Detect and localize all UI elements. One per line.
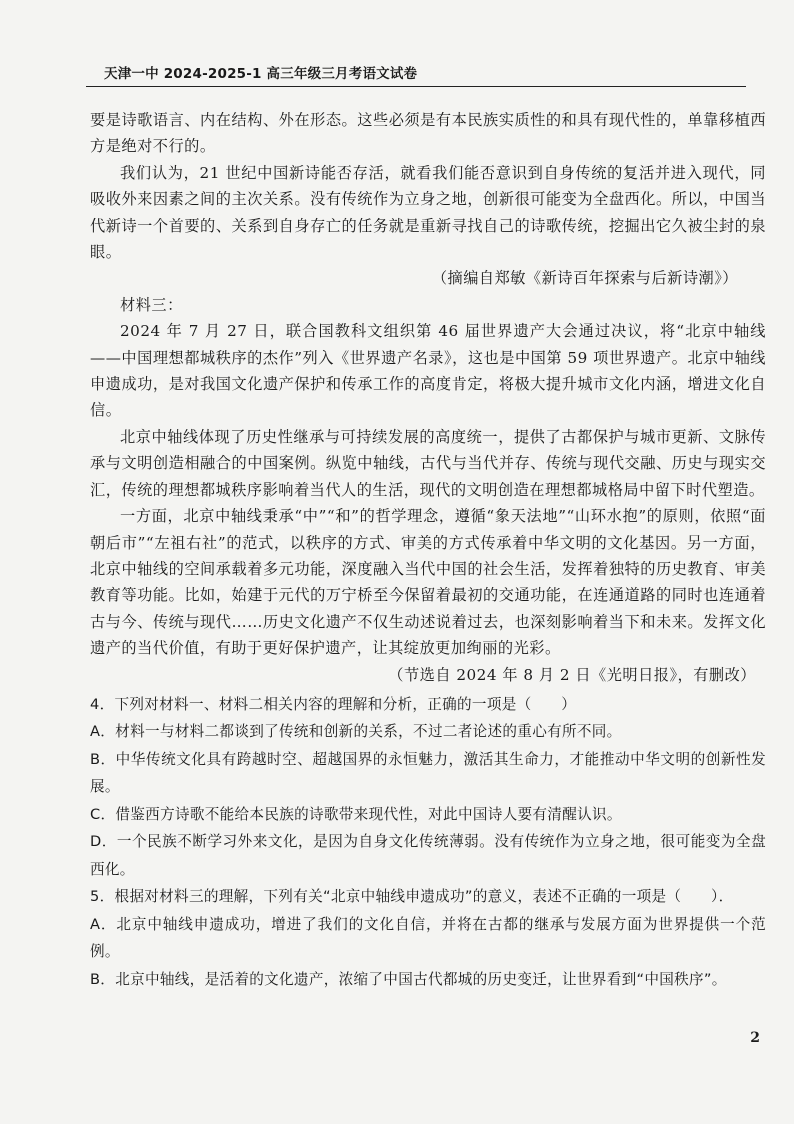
header-rule [86, 86, 746, 87]
question-4-option-d: D．一个民族不断学习外来文化，是因为自身文化传统薄弱。没有传统作为立身之地，很可能变为全盘西化。 [90, 833, 766, 878]
passage-source-2: （节选自 2024 年 8 月 2 日《光明日报》，有删改） [388, 665, 756, 684]
question-5-option-a: A．北京中轴线申遗成功，增进了我们的文化自信，并将在古都的继承与发展方面为世界提供一个范例。 [90, 915, 766, 961]
exam-header-title: 天津一中 2024-2025-1 高三年级三月考语文试卷 [104, 66, 418, 82]
page-number: 2 [750, 1030, 760, 1046]
question-4-option-a: A．材料一与材料二都谈到了传统和创新的关系，不过二者论述的重心有所不同。 [90, 723, 622, 741]
question-5-option-b: B．北京中轴线，是活着的文化遗产，浓缩了中国古代都城的历史变迁，让世界看到“中国秩序”。 [90, 970, 727, 988]
passage-paragraph-4: 北京中轴线体现了历史性继承与可持续发展的高度统一，提供了古都保护与城市更新、文脉传承与文明创造相融合的中国案例。纵览中轴线，古代与当代并存、传统与现代交融、历史与现实交汇，传统的理想都城秩序影响着当代人的生活，现代的文明创造在理想都城格局中留下时代塑造。 [90, 427, 766, 499]
page-content [90, 107, 766, 993]
passage-paragraph-3: 2024 年 7 月 27 日，联合国教科文组织第 46 届世界遗产大会通过决议，将“北京中轴线——中国理想都城秩序的杰作”列入《世界遗产名录》，这也是中国第 59 项世界遗产。北京中轴线申遗成功，是对我国文化遗产保护和传承工作的高度肯定，将极大提升城市文化内涵，增进文化自信。 [90, 322, 766, 420]
question-4-option-c: C．借鉴西方诗歌不能给本民族的诗歌带来现代性，对此中国诗人要有清醒认识。 [90, 805, 622, 823]
passage-paragraph-1: 要是诗歌语言、内在结构、外在形态。这些必须是有本民族实质性的和具有现代性的，单靠移植西方是绝对不行的。 [90, 111, 766, 156]
material-3-label: 材料三： [120, 295, 183, 314]
passage-paragraph-2: 我们认为，21 世纪中国新诗能否存活，就看我们能否意识到自身传统的复活并进入现代，同吸收外来因素之间的主次关系。没有传统作为立身之地，创新很可能变为全盘西化。所以，中国当代新诗一个首要的、关系到自身存亡的任务就是重新寻找自己的诗歌传统，挖掘出它久被尘封的泉眼。 [90, 163, 766, 262]
passage-source-1: （摘编自郑敏《新诗百年探索与后新诗潮》） [431, 269, 738, 288]
question-4-option-b: B．中华传统文化具有跨越时空、超越国界的永恒魅力，激活其生命力，才能推动中华文明的创新性发展。 [90, 750, 766, 796]
passage-paragraph-5: 一方面，北京中轴线秉承“中”“和”的哲学理念，遵循“象天法地”“山环水抱”的原则，依照“面朝后市”“左祖右社”的范式，以秩序的方式、审美的方式传承着中华文明的文化基因。另一方面，北京中轴线的空间承载着多元功能，深度融入当代中国的社会生活，发挥着独特的历史教育、审美教育等功能。比如，始建于元代的万宁桥至今保留着最初的交通功能，在连通道路的同时也连通着古与今、传统与现代……历史文化遗产不仅生动述说着过去，也深刻影响着当下和未来。发挥文化遗产的当代价值，有助于更好保护遗产，让其绽放更加绚丽的光彩。 [90, 507, 766, 658]
question-5-stem: 5．根据对材料三的理解，下列有关“北京中轴线申遗成功”的意义，表述不正确的一项是（ ）． [90, 888, 734, 906]
question-4-stem: 4．下列对材料一、材料二相关内容的理解和分析，正确的一项是（ ） [90, 695, 577, 713]
